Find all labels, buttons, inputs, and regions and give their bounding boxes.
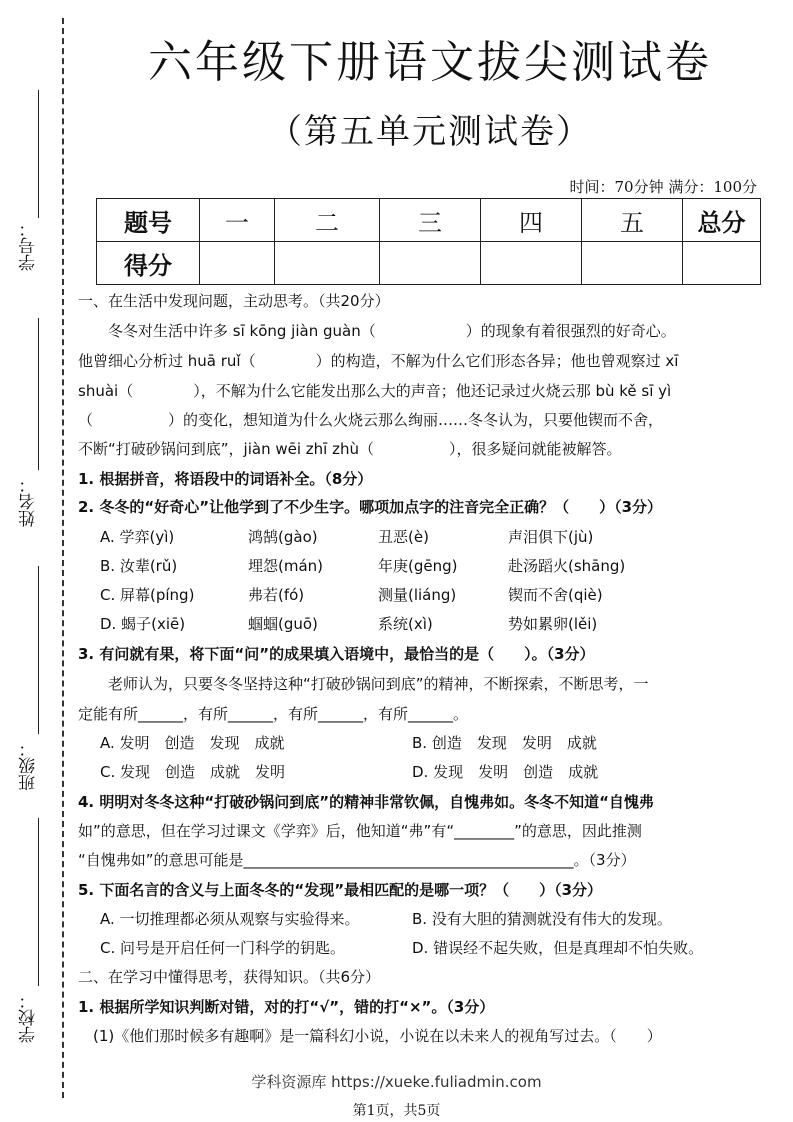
q5-option[interactable]: B. 没有大胆的猜测就没有伟大的发现。 <box>412 910 672 928</box>
q2-option-word: 蝈蝈(guō) <box>248 615 318 633</box>
q2-option-word: 声泪俱下(jù) <box>508 528 594 546</box>
score-cell[interactable] <box>380 242 481 285</box>
q3-option[interactable]: B. 创造 发现 发明 成就 <box>412 734 597 752</box>
school-label: 学校： <box>19 992 39 1043</box>
score-table-score-row <box>97 242 761 285</box>
score-cell[interactable] <box>200 242 275 285</box>
q2-option-word: 埋怨(mán) <box>248 557 324 575</box>
section-2-heading: 二、在学习中懂得思考，获得知识。（共6分） <box>78 968 381 986</box>
exam-meta: 时间：70分钟 满分：100分 <box>569 178 757 196</box>
class-label: 班级： <box>19 740 39 791</box>
passage-line: shuài（ ），不解为什么它能发出那么大的声音；他还记录过火烧云那 bù kě sī yì <box>78 382 672 400</box>
q2-option-word: 丑恶(è) <box>378 528 429 546</box>
header-cell: 总分 <box>683 199 761 242</box>
q3-option[interactable]: C. 发现 创造 成就 发明 <box>100 763 286 781</box>
q2-option[interactable]: B. 汝辈(rǔ) <box>100 557 178 575</box>
q2-option[interactable]: C. 屏幕(píng) <box>100 586 195 604</box>
page-subtitle: （第五单元测试卷） <box>268 112 592 152</box>
score-cell[interactable] <box>275 242 380 285</box>
question-3: 3. 有问就有果，将下面“问”的成果填入语境中，最恰当的是（ ）。（3分） <box>78 645 595 663</box>
q2-option[interactable]: A. 学弈(yì) <box>100 528 175 546</box>
score-table-header-row <box>97 199 761 242</box>
header-cell: 题号 <box>97 199 200 242</box>
score-table <box>96 198 761 285</box>
score-row-label: 得分 <box>97 242 200 285</box>
score-cell[interactable] <box>582 242 683 285</box>
page-number: 第1页，共5页 <box>352 1103 441 1119</box>
q2-option-word: 势如累卵(lěi) <box>508 615 598 633</box>
q2-option-word: 弗若(fó) <box>248 586 305 604</box>
section-2-question-1: 1. 根据所学知识判断对错，对的打“√”，错的打“×”。（3分） <box>78 998 495 1016</box>
q2-option[interactable]: D. 蝎子(xiē) <box>100 615 186 633</box>
q3-passage-line: 老师认为，只要冬冬坚持这种“打破砂锅问到底”的精神，不断探索，不断思考，一 <box>78 675 649 693</box>
q2-option-word: 锲而不舍(qiè) <box>508 586 603 604</box>
header-cell: 四 <box>481 199 582 242</box>
section-1-heading: 一、在生活中发现问题，主动思考。（共20分） <box>78 292 390 310</box>
question-1: 1. 根据拼音，将语段中的词语补全。（8分） <box>78 470 373 488</box>
class-field[interactable] <box>38 566 39 734</box>
q2-option-word: 鸿鹄(gào) <box>248 528 318 546</box>
binding-dashed-line <box>62 18 64 1098</box>
question-4-line: “自愧弗如”的意思可能是____________________________________________。（3分） <box>78 851 636 869</box>
name-label: 姓名： <box>19 476 39 527</box>
q5-option[interactable]: A. 一切推理都必须从观察与实验得来。 <box>100 910 360 928</box>
question-2: 2. 冬冬的“好奇心”让他学到了不少生字。哪项加点字的注音完全正确？（ ）（3分） <box>78 498 663 516</box>
q2-option-word: 系统(xì) <box>378 615 433 633</box>
header-cell: 三 <box>380 199 481 242</box>
header-cell: 五 <box>582 199 683 242</box>
q3-option[interactable]: A. 发明 创造 发现 成就 <box>100 734 285 752</box>
question-4: 4. 明明对冬冬这种“打破砂锅问到底”的精神非常钦佩，自愧弗如。冬冬不知道“自愧弗 <box>78 793 654 811</box>
q5-option[interactable]: D. 错误经不起失败，但是真理却不怕失败。 <box>412 939 704 957</box>
school-field[interactable] <box>38 818 39 986</box>
score-cell[interactable] <box>481 242 582 285</box>
student-id-label: 学号： <box>19 220 39 271</box>
header-cell: 一 <box>200 199 275 242</box>
q5-option[interactable]: C. 问号是开启任何一门科学的钥匙。 <box>100 939 346 957</box>
footer-site: 学科资源库 https://xueke.fuliadmin.com <box>251 1073 542 1091</box>
question-5: 5. 下面名言的含义与上面冬冬的“发现”最相匹配的是哪一项？（ ）（3分） <box>78 881 603 899</box>
passage-line: 他曾细心分析过 huā ruǐ（ ）的构造，不解为什么它们形态各异；他也曾观察过 xī <box>78 352 679 370</box>
q2-option-word: 赴汤蹈火(shāng) <box>508 557 626 575</box>
score-cell[interactable] <box>683 242 761 285</box>
question-4-line: 如”的意思，但在学习过课文《学弈》后，他知道“弗”有“________”的意思，因此推测 <box>78 822 642 840</box>
student-id-field[interactable] <box>38 90 39 218</box>
q2-option-word: 年庚(gēng) <box>378 557 458 575</box>
q2-option-word: 测量(liáng) <box>378 586 457 604</box>
page-title: 六年级下册语文拔尖测试卷 <box>148 37 712 88</box>
name-field[interactable] <box>38 318 39 470</box>
passage-line: 冬冬对生活中许多 sī kōng jiàn guàn（ ）的现象有着很强烈的好奇心。 <box>78 322 676 340</box>
passage-line: （ ）的变化，想知道为什么火烧云那么绚丽……冬冬认为，只要他锲而不舍， <box>78 411 664 429</box>
q3-option[interactable]: D. 发现 发明 创造 成就 <box>412 763 599 781</box>
q3-passage-line: 定能有所______，有所______，有所______，有所______。 <box>78 705 469 723</box>
section-2-item-1: (1)《他们那时候多有趣啊》是一篇科幻小说，小说在以未来人的视角写过去。（ ） <box>78 1027 662 1045</box>
passage-line: 不断“打破砂锅问到底”，jiàn wēi zhī zhù（ ），很多疑问就能被解答。 <box>78 440 622 458</box>
header-cell: 二 <box>275 199 380 242</box>
